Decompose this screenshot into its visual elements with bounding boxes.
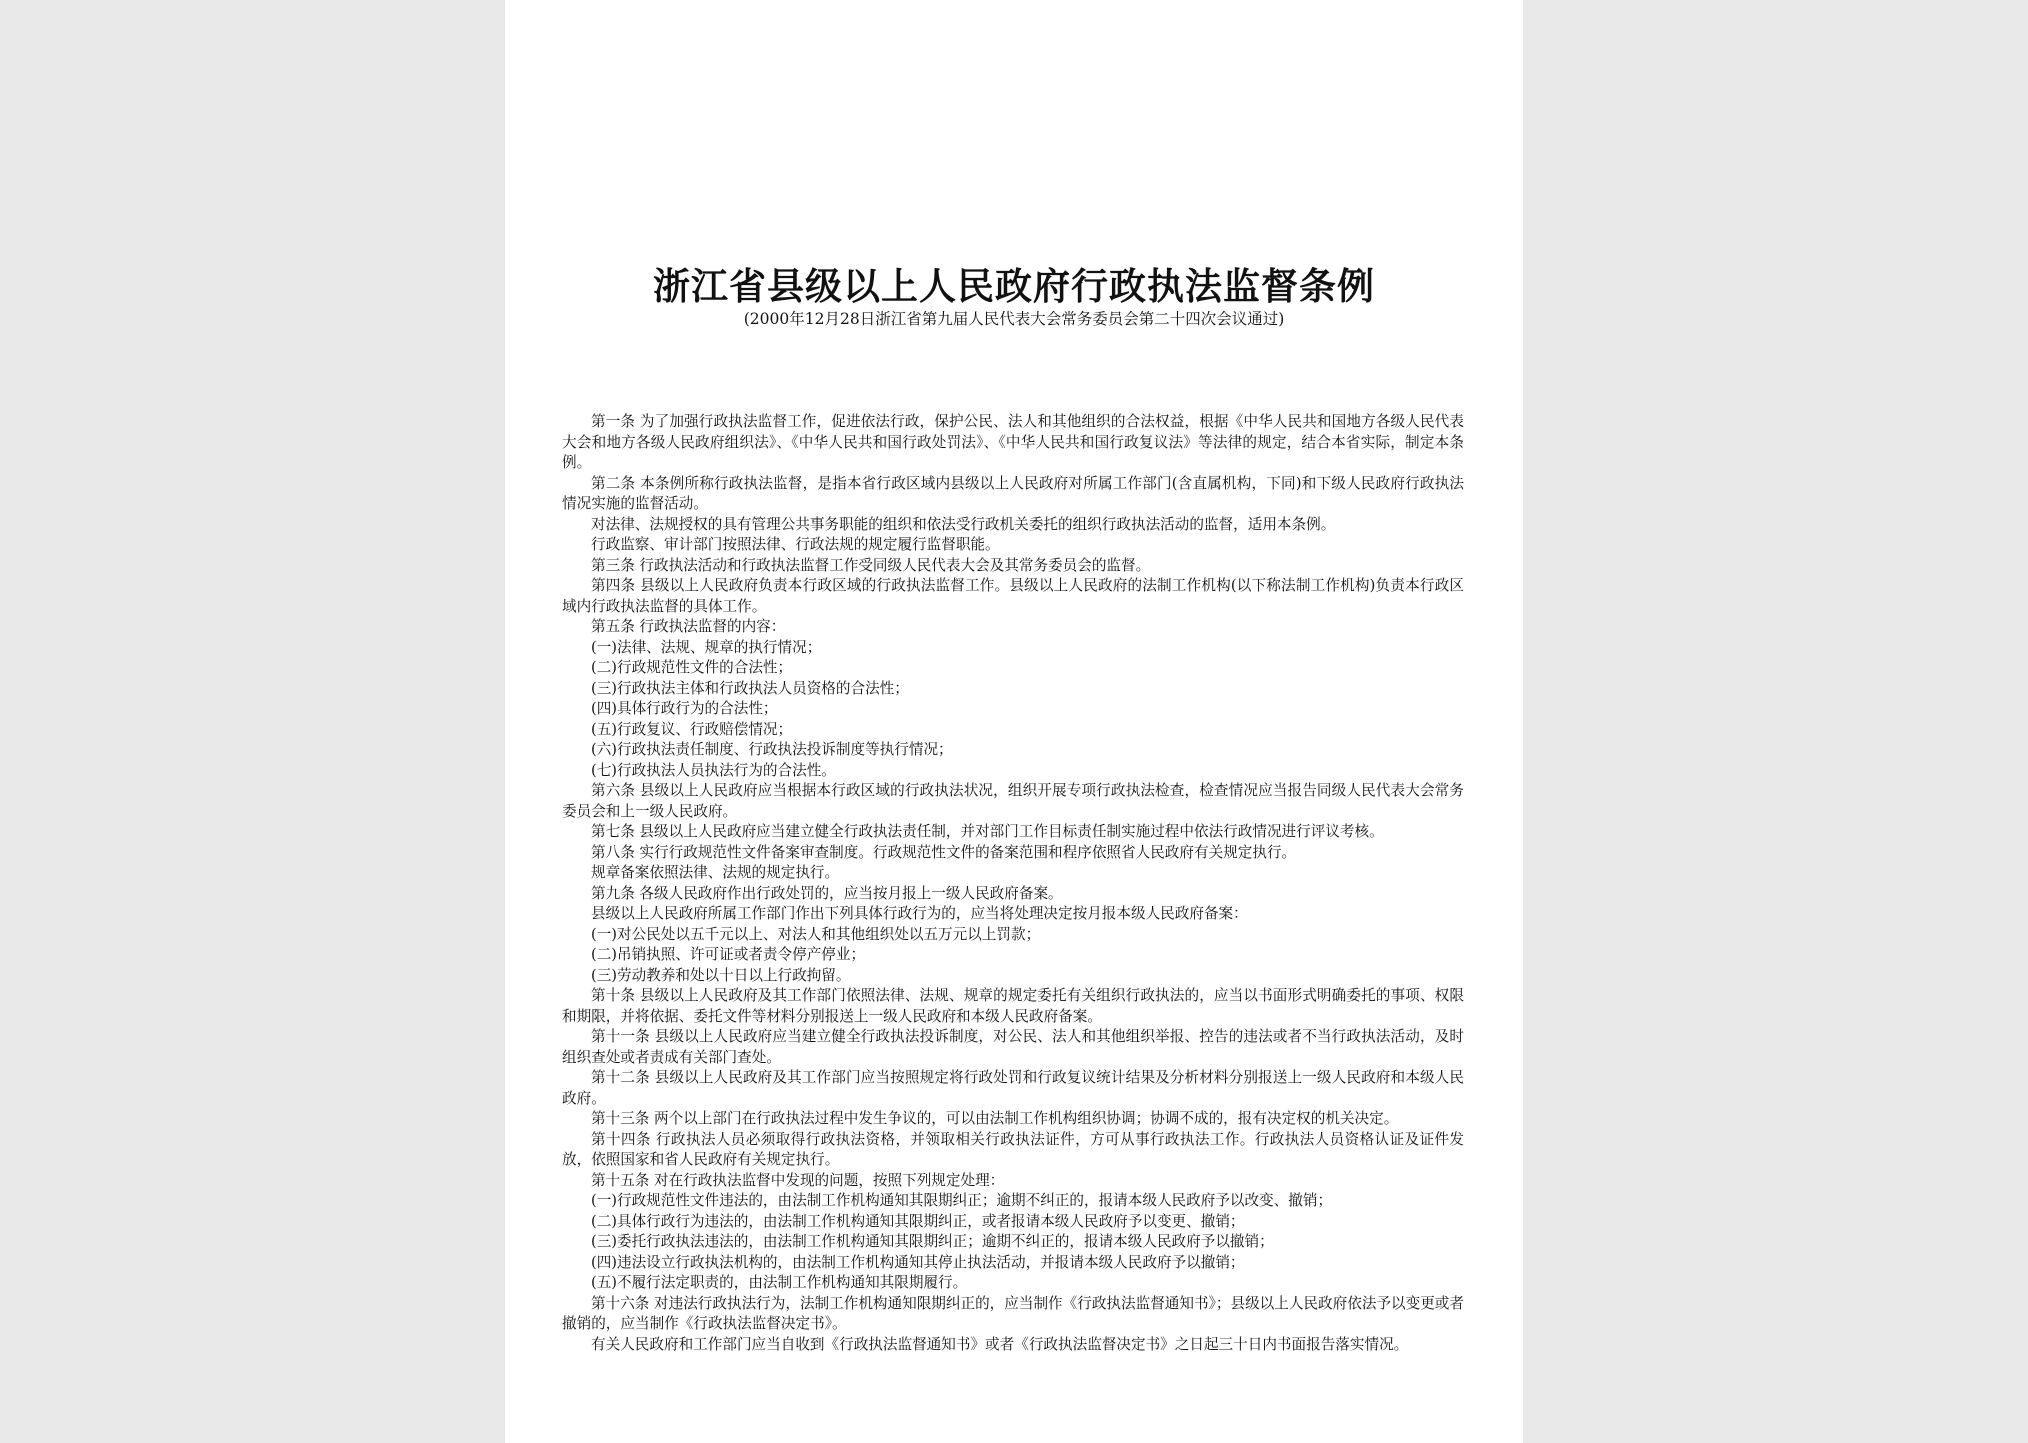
article-paragraph: (四)违法设立行政执法机构的，由法制工作机构通知其停止执法活动，并报请本级人民政府予以撤销； (591, 1253, 1245, 1271)
article-paragraph: (六)行政执法责任制度、行政执法投诉制度等执行情况； (591, 741, 953, 758)
article-paragraph: 第十一条 县级以上人民政府应当建立健全行政执法投诉制度，对公民、法人和其他组织举报、控告的违法或者不当行政执法活动，及时组织查处或者责成有关部门查处。 (562, 1028, 1464, 1066)
article-paragraph: 第五条 行政执法监督的内容： (591, 618, 786, 635)
article-paragraph: 第八条 实行行政规范性文件备案审查制度。行政规范性文件的备案范围和程序依照省人民政府有关规定执行。 (591, 843, 1297, 861)
article-paragraph: (三)行政执法主体和行政执法人员资格的合法性； (591, 679, 909, 697)
article-paragraph: 行政监察、审计部门按照法律、行政法规的规定履行监督职能。 (591, 536, 1000, 553)
article-paragraph: 第十二条 县级以上人民政府及其工作部门应当按照规定将行政处罚和行政复议统计结果及分析材料分别报送上一级人民政府和本级人民政府。 (562, 1069, 1464, 1107)
article-paragraph: 第三条 行政执法活动和行政执法监督工作受同级人民代表大会及其常务委员会的监督。 (591, 556, 1151, 574)
article-paragraph: (四)具体行政行为的合法性； (591, 700, 778, 717)
article-paragraph: 第二条 本条例所称行政执法监督，是指本省行政区域内县级以上人民政府对所属工作部门(含直属机构，下同)和下级人民政府行政执法情况实施的监督活动。 (562, 474, 1464, 512)
article-paragraph: 第十五条 对在行政执法监督中发现的问题，按照下列规定处理： (591, 1171, 1005, 1189)
article-paragraph: (五)不履行法定职责的，由法制工作机构通知其限期履行。 (591, 1274, 968, 1291)
article-paragraph: 第十条 县级以上人民政府及其工作部门依照法律、法规、规章的规定委托有关组织行政执法的，应当以书面形式明确委托的事项、权限和期限，并将依据、委托文件等材料分别报送上一级人民政府和本级人民政府备案。 (562, 987, 1464, 1025)
article-paragraph: 第十三条 两个以上部门在行政执法过程中发生争议的，可以由法制工作机构组织协调；协调不成的，报有决定权的机关决定。 (591, 1110, 1399, 1127)
document-subtitle: (2000年12月28日浙江省第九届人民代表大会常务委员会第二十四次会议通过) (743, 310, 1285, 328)
article-paragraph: (三)劳动教养和处以十日以上行政拘留。 (591, 966, 851, 984)
article-paragraph: 第四条 县级以上人民政府负责本行政区域的行政执法监督工作。县级以上人民政府的法制工作机构(以下称法制工作机构)负责本行政区域内行政执法监督的具体工作。 (562, 577, 1464, 615)
article-paragraph: (三)委托行政执法违法的，由法制工作机构通知其限期纠正；逾期不纠正的，报请本级人民政府予以撤销； (591, 1233, 1274, 1250)
article-paragraph: 第七条 县级以上人民政府应当建立健全行政执法责任制，并对部门工作目标责任制实施过程中依法行政情况进行评议考核。 (591, 823, 1384, 840)
article-paragraph: 第九条 各级人民政府作出行政处罚的，应当按月报上一级人民政府备案。 (591, 884, 1063, 902)
article-paragraph: (二)行政规范性文件的合法性； (591, 659, 793, 676)
article-paragraph: (五)行政复议、行政赔偿情况； (591, 720, 793, 738)
article-paragraph: 对法律、法规授权的具有管理公共事务职能的组织和依法受行政机关委托的组织行政执法活动的监督，适用本条例。 (591, 515, 1336, 533)
article-paragraph: 第十四条 行政执法人员必须取得行政执法资格，并领取相关行政执法证件，方可从事行政执法工作。行政执法人员资格认证及证件发放，依照国家和省人民政府有关规定执行。 (562, 1130, 1464, 1168)
article-paragraph: 有关人民政府和工作部门应当自收到《行政执法监督通知书》或者《行政执法监督决定书》之日起三十日内书面报告落实情况。 (591, 1335, 1409, 1353)
article-paragraph: (一)行政规范性文件违法的，由法制工作机构通知其限期纠正；逾期不纠正的，报请本级人民政府予以改变、撤销； (591, 1192, 1333, 1209)
document-body (562, 412, 1464, 1355)
article-paragraph: (二)吊销执照、许可证或者责令停产停业； (591, 946, 866, 963)
article-paragraph: 第十六条 对违法行政执法行为，法制工作机构通知限期纠正的，应当制作《行政执法监督通知书》；县级以上人民政府依法予以变更或者撤销的，应当制作《行政执法监督决定书》。 (562, 1294, 1464, 1332)
article-paragraph: 县级以上人民政府所属工作部门作出下列具体行政行为的，应当将处理决定按月报本级人民政府备案： (591, 905, 1248, 922)
article-paragraph: 规章备案依照法律、法规的规定执行。 (591, 864, 840, 881)
article-paragraph: 第一条 为了加强行政执法监督工作，促进依法行政，保护公民、法人和其他组织的合法权益，根据《中华人民共和国地方各级人民代表大会和地方各级人民政府组织法》、《中华人民共和国行政处罚法》、《中华人民共和国行政复议法》等法律的规定，结合本省实际，制定本条例。 (562, 413, 1464, 471)
document-title: 浙江省县级以上人民政府行政执法监督条例 (653, 264, 1375, 308)
article-paragraph: (七)行政执法人员执法行为的合法性。 (591, 761, 836, 779)
article-paragraph: 第六条 县级以上人民政府应当根据本行政区域的行政执法状况，组织开展专项行政执法检查，检查情况应当报告同级人民代表大会常务委员会和上一级人民政府。 (562, 782, 1464, 820)
article-paragraph: (二)具体行政行为违法的，由法制工作机构通知其限期纠正，或者报请本级人民政府予以变更、撤销； (591, 1212, 1245, 1230)
article-paragraph: (一)法律、法规、规章的执行情况； (591, 638, 822, 656)
article-paragraph: (一)对公民处以五千元以上、对法人和其他组织处以五万元以上罚款； (591, 925, 1041, 943)
document-page (505, 0, 1523, 1443)
